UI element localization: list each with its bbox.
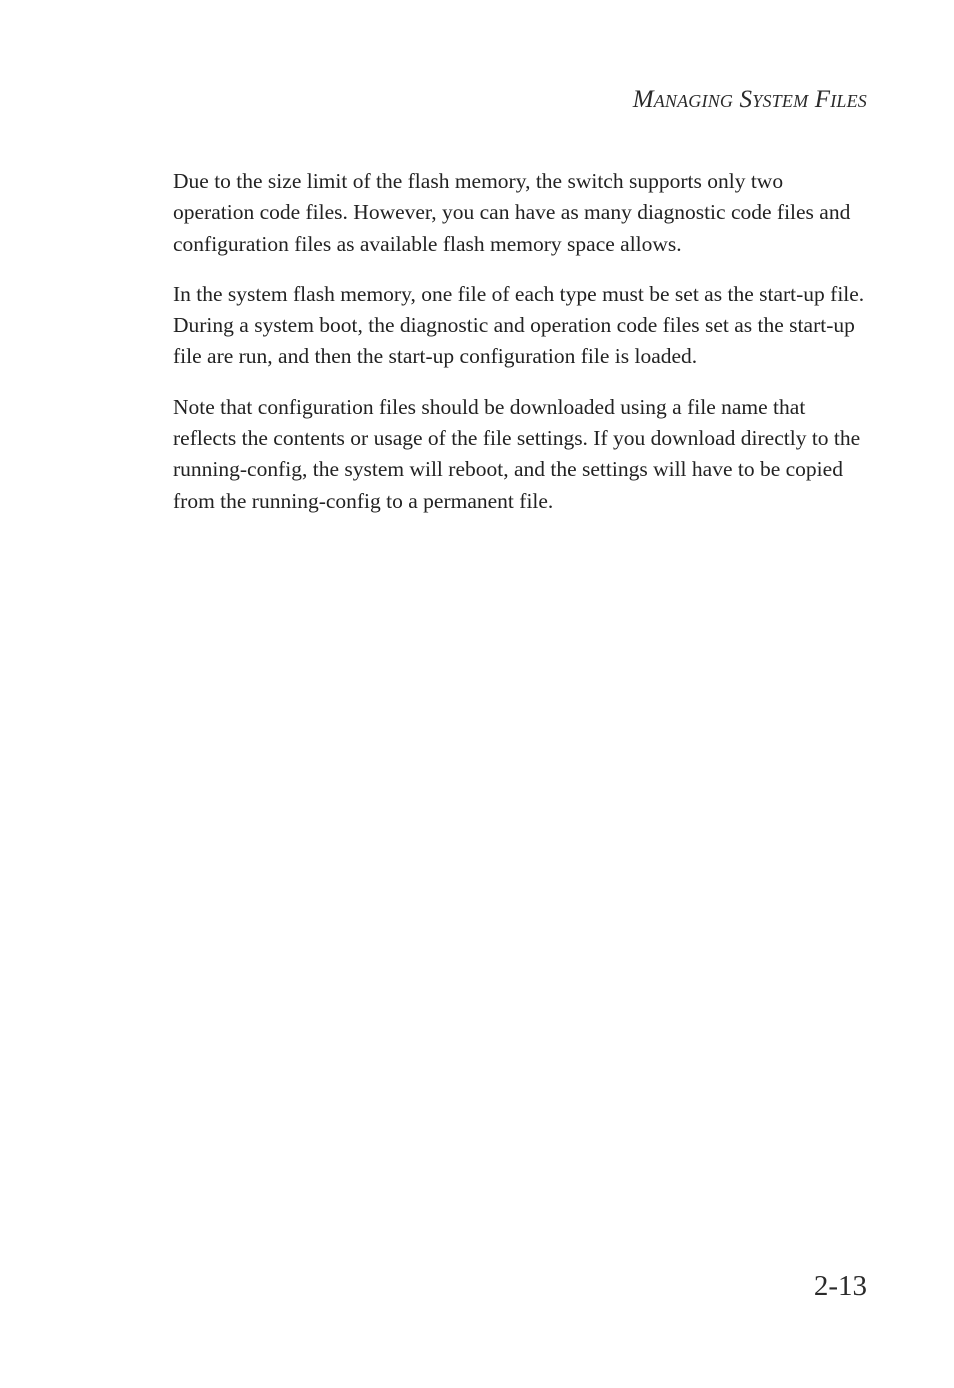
running-header: Managing System Files (632, 86, 867, 113)
page-number: 2-13 (813, 1270, 867, 1302)
body-text (173, 166, 867, 536)
paragraph-flash-limit: Due to the size limit of the flash memory, the switch supports only two operation code files. However, you can have as many diagnostic code files and configuration files as available flash memory space allows. (173, 169, 851, 256)
paragraph-config-download-note: Note that configuration files should be downloaded using a file name that reflects the contents or usage of the file settings. If you download directly to the running-config, the system will reboot, and the settings will have to be copied from the running-config to a permanent file. (173, 394, 861, 513)
paragraph-startup-file: In the system flash memory, one file of each type must be set as the start-up file. During a system boot, the diagnostic and operation code files set as the start-up file are run, and then the start-up configuration file is loaded. (173, 281, 865, 369)
